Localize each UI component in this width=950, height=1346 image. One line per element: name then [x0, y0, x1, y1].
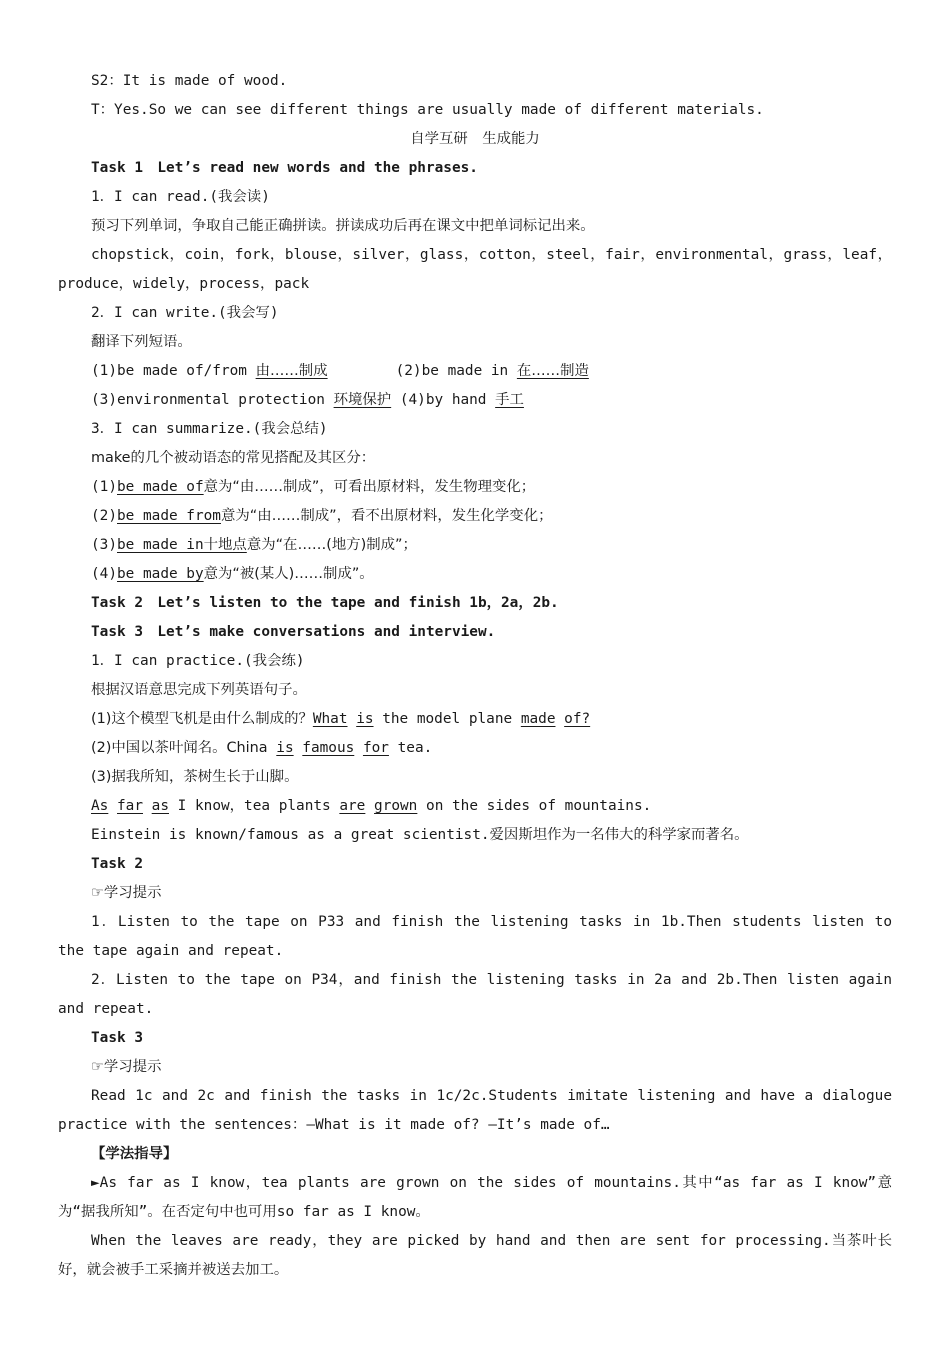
answer-blank: be made by [117, 566, 204, 582]
answer-blank: is [356, 711, 374, 727]
section-heading: 自学互研 生成能力 [410, 131, 540, 147]
answer-blank: made [520, 711, 556, 727]
sentence-3-answer: As far as I know，tea plants are grown on the sides of mountains. [91, 798, 652, 814]
task3-tip: Read 1c and 2c and finish the tasks in 1c/2c.Students imitate listening and have a dialogue practice with the sentences：—What is it made of? —It’s made of… [58, 1088, 892, 1133]
answer-blank: be made from [117, 508, 221, 524]
read-instruction: 预习下列单词，争取自己能正确拼读。拼读成功后再在课文中把单词标记出来。 [91, 218, 595, 234]
sentence-3-prompt: (3)据我所知，茶树生长于山脚。 [91, 769, 299, 785]
answer-blank: 手工 [495, 392, 524, 408]
study-tip-label: ☞学习提示 [91, 1059, 162, 1075]
phrase-row-2: (3)environmental protection 环境保护 (4)by hand 手工 [91, 392, 524, 408]
sentence-2: (2)中国以茶叶闻名。China is famous for tea. [91, 740, 433, 756]
guide-note-2: When the leaves are ready，they are picked by hand and then are sent for processing.当茶叶长好，就会被手工采摘并被送去加工。 [58, 1233, 892, 1278]
write-instruction: 翻译下列短语。 [91, 334, 192, 350]
guide-note-1: ►As far as I know，tea plants are grown on the sides of mountains.其中“as far as I know”意为“据我所知”。在否定句中也可用so far as I know。 [58, 1175, 892, 1220]
answer-blank: famous [302, 740, 355, 756]
dialogue-line-s2: S2：It is made of wood. [91, 73, 288, 89]
study-tip-label: ☞学习提示 [91, 885, 162, 901]
document-page [58, 67, 892, 1285]
usage-item-3: (3)be made in十地点意为“在……(地方)制成”； [91, 537, 417, 553]
answer-blank: as [151, 798, 169, 814]
task2-tips-heading: Task 2 [91, 856, 143, 872]
dialogue-line-t: T：Yes.So we can see different things are usually made of different materials. [91, 102, 764, 118]
phrase-row-1: (1)be made of/from 由……制成 (2)be made in 在……制造 [91, 363, 589, 379]
i-can-write: 2．I can write.(我会写) [91, 305, 279, 321]
answer-blank: 由……制成 [255, 363, 328, 379]
practice-instruction: 根据汉语意思完成下列英语句子。 [91, 682, 307, 698]
task2-tip-1: 1．Listen to the tape on P33 and finish the listening tasks in 1b.Then students listen to the tape again and repeat. [58, 914, 892, 959]
answer-blank: be made of [117, 479, 204, 495]
answer-blank: is [276, 740, 294, 756]
task3-heading: Task 3 Let’s make conversations and interview. [91, 624, 496, 640]
answer-blank: of? [564, 711, 591, 727]
task1-heading: Task 1 Let’s read new words and the phrases. [91, 160, 478, 176]
word-list: chopstick，coin，fork，blouse，silver，glass，cotton，steel，fair，environmental，grass，leaf，produce，widely，process，pack [58, 247, 892, 292]
answer-blank: be made in十地点 [117, 537, 247, 553]
einstein-example: Einstein is known/famous as a great scientist.爱因斯坦作为一名伟大的科学家而著名。 [91, 827, 749, 843]
usage-item-4: (4)be made by意为“被(某人)……制成”。 [91, 566, 374, 582]
i-can-read: 1．I can read.(我会读) [91, 189, 270, 205]
answer-blank: 在……制造 [516, 363, 589, 379]
answer-blank: What [312, 711, 348, 727]
sentence-1: (1)这个模型飞机是由什么制成的？What is the model plane made of? [91, 711, 591, 727]
usage-item-1: (1)be made of意为“由……制成”，可看出原材料，发生物理变化； [91, 479, 536, 495]
answer-blank: far [117, 798, 143, 814]
answer-blank: for [362, 740, 389, 756]
usage-item-2: (2)be made from意为“由……制成”，看不出原材料，发生化学变化； [91, 508, 553, 524]
task3-tips-heading: Task 3 [91, 1030, 143, 1046]
method-guide-heading: 【学法指导】 [91, 1146, 178, 1162]
answer-blank: 环境保护 [333, 392, 392, 408]
task2-tip-2: 2．Listen to the tape on P34，and finish the listening tasks in 2a and 2b.Then listen again and repeat. [58, 972, 892, 1017]
summarize-instruction: make的几个被动语态的常见搭配及其区分： [91, 450, 376, 466]
i-can-summarize: 3．I can summarize.(我会总结) [91, 421, 328, 437]
task2-heading: Task 2 Let’s listen to the tape and finish 1b，2a，2b. [91, 595, 559, 611]
answer-blank: As [91, 798, 109, 814]
answer-blank: grown [374, 798, 418, 814]
i-can-practice: 1．I can practice.(我会练) [91, 653, 305, 669]
answer-blank: are [339, 798, 366, 814]
